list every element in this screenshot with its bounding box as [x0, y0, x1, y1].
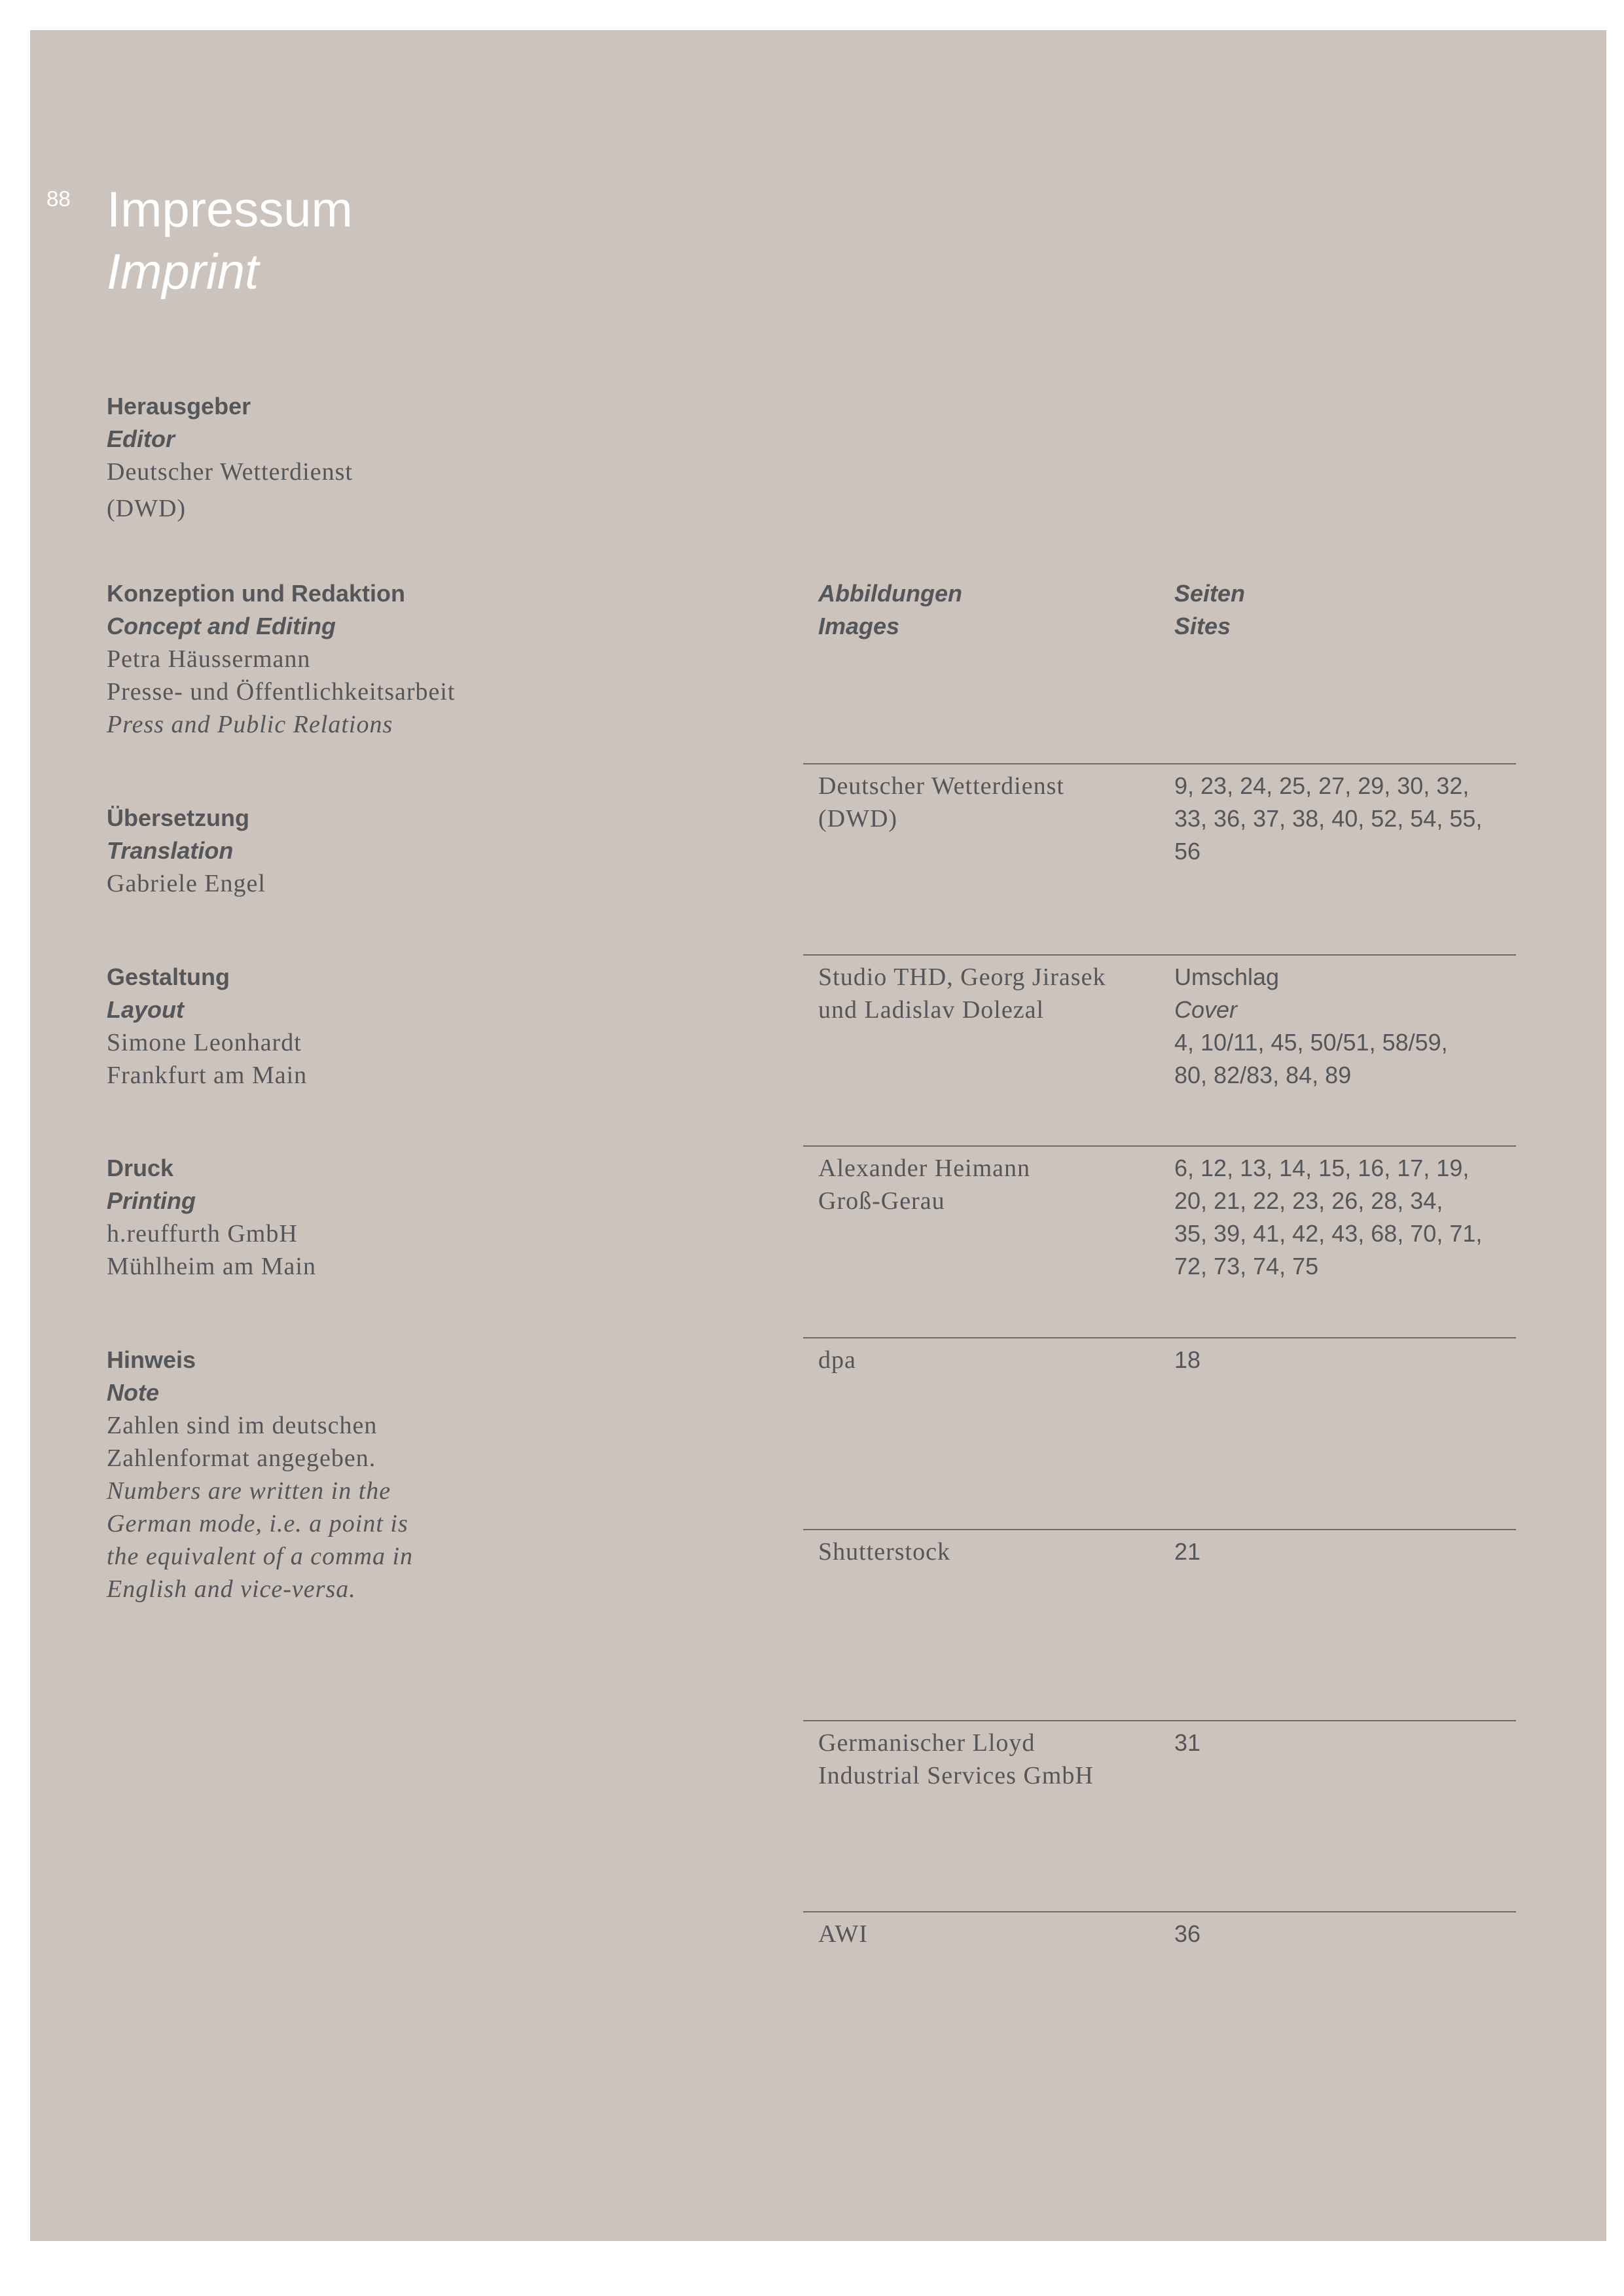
- credit-line-english: the equivalent of a comma in: [107, 1543, 414, 1570]
- table-row-pages: [1174, 770, 1502, 868]
- source-line: AWI: [818, 1920, 868, 1948]
- credit-line: Deutscher Wetterdienst: [107, 458, 353, 486]
- credit-line: (DWD): [107, 495, 187, 522]
- source-line: Groß-Gerau: [818, 1187, 945, 1215]
- source-line: (DWD): [818, 805, 898, 833]
- pages-line: 33, 36, 37, 38, 40, 52, 54, 55,: [1174, 805, 1483, 832]
- credit-label-english: Note: [107, 1379, 159, 1406]
- credit-label-english: Translation: [107, 837, 234, 864]
- credit-line-english: German mode, i.e. a point is: [107, 1510, 408, 1537]
- credit-label-english: Concept and Editing: [107, 613, 336, 639]
- table-row-source: [818, 770, 1165, 835]
- table-row-divider: [803, 1529, 1516, 1530]
- credit-label: Herausgeber: [107, 393, 251, 420]
- pages-line: 9, 23, 24, 25, 27, 29, 30, 32,: [1174, 772, 1470, 799]
- pages-line: 35, 39, 41, 42, 43, 68, 70, 71,: [1174, 1220, 1483, 1247]
- credit-label: Gestaltung: [107, 963, 230, 990]
- table-row-source: [818, 1918, 1165, 1950]
- pages-line: 21: [1174, 1538, 1201, 1565]
- credit-translation: [107, 802, 761, 900]
- column-header: Seiten: [1174, 580, 1246, 607]
- credit-concept: [107, 577, 761, 741]
- source-line: Deutscher Wetterdienst: [818, 772, 1064, 800]
- pages-line: 20, 21, 22, 23, 26, 28, 34,: [1174, 1187, 1443, 1214]
- credit-label: Übersetzung: [107, 804, 250, 831]
- source-line: Shutterstock: [818, 1538, 950, 1566]
- credit-printing: [107, 1152, 761, 1283]
- credit-line: Zahlen sind im deutschen: [107, 1412, 378, 1439]
- credit-label-english: Layout: [107, 996, 185, 1023]
- table-row-divider: [803, 1720, 1516, 1721]
- column-header-english: Images: [818, 613, 900, 639]
- source-line: Germanischer Lloyd: [818, 1729, 1036, 1757]
- source-line: und Ladislav Dolezal: [818, 996, 1045, 1024]
- credit-line-english: English and vice-versa.: [107, 1575, 356, 1603]
- table-row-source: [818, 961, 1165, 1026]
- pages-line: 36: [1174, 1920, 1201, 1947]
- column-header-english: Sites: [1174, 613, 1231, 639]
- credit-note: [107, 1344, 761, 1605]
- credit-line: Simone Leonhardt: [107, 1029, 302, 1056]
- page-title: Impressum: [107, 182, 353, 238]
- source-line: Alexander Heimann: [818, 1155, 1031, 1182]
- pages-line: 80, 82/83, 84, 89: [1174, 1062, 1352, 1088]
- credit-editor: [107, 390, 761, 529]
- table-row-divider: [803, 763, 1516, 764]
- pages-label: Umschlag: [1174, 963, 1280, 990]
- table-row-source: [818, 1535, 1165, 1568]
- table-row-source: [818, 1344, 1165, 1376]
- credit-line: Zahlenformat angegeben.: [107, 1444, 376, 1472]
- page-number: 88: [46, 187, 71, 211]
- credit-line: Petra Häussermann: [107, 645, 311, 673]
- pages-line: 4, 10/11, 45, 50/51, 58/59,: [1174, 1029, 1448, 1056]
- table-row-pages: [1174, 1344, 1502, 1376]
- table-row-pages: [1174, 1918, 1502, 1950]
- credit-label: Konzeption und Redaktion: [107, 580, 405, 607]
- table-row-source: [818, 1727, 1165, 1792]
- credit-line: Mühlheim am Main: [107, 1253, 316, 1280]
- table-row-divider: [803, 1145, 1516, 1147]
- pages-line: 31: [1174, 1729, 1201, 1756]
- table-row-pages: [1174, 1535, 1502, 1568]
- credit-label-english: Printing: [107, 1187, 196, 1214]
- credit-label-english: Editor: [107, 425, 175, 452]
- column-header: Abbildungen: [818, 580, 962, 607]
- credit-layout: [107, 961, 761, 1092]
- credit-line-english: Press and Public Relations: [107, 711, 393, 738]
- table-row-divider: [803, 1337, 1516, 1338]
- source-line: Industrial Services GmbH: [818, 1762, 1094, 1789]
- table-row-pages: [1174, 1727, 1502, 1759]
- table-row-source: [818, 1152, 1165, 1217]
- credit-line: Presse- und Öffentlichkeitsarbeit: [107, 678, 456, 706]
- pages-line: 56: [1174, 838, 1201, 865]
- table-header-sites: [1174, 577, 1502, 643]
- credit-line-english: Numbers are written in the: [107, 1477, 391, 1505]
- page-background: [30, 30, 1606, 2241]
- table-row-pages: [1174, 961, 1502, 1092]
- table-row-divider: [803, 1911, 1516, 1912]
- credit-line: Gabriele Engel: [107, 870, 266, 897]
- credit-line: Frankfurt am Main: [107, 1062, 308, 1089]
- table-row-divider: [803, 954, 1516, 956]
- table-header-images: [818, 577, 1165, 643]
- credit-label: Druck: [107, 1155, 174, 1181]
- pages-line: 6, 12, 13, 14, 15, 16, 17, 19,: [1174, 1155, 1470, 1181]
- pages-line: 18: [1174, 1346, 1201, 1373]
- pages-line: 72, 73, 74, 75: [1174, 1253, 1319, 1280]
- source-line: Studio THD, Georg Jirasek: [818, 963, 1106, 991]
- page-title-english: Imprint: [107, 244, 259, 300]
- pages-label-english: Cover: [1174, 996, 1238, 1023]
- credit-label: Hinweis: [107, 1346, 196, 1373]
- source-line: dpa: [818, 1346, 856, 1374]
- credit-line: h.reuffurth GmbH: [107, 1220, 298, 1247]
- table-row-pages: [1174, 1152, 1502, 1283]
